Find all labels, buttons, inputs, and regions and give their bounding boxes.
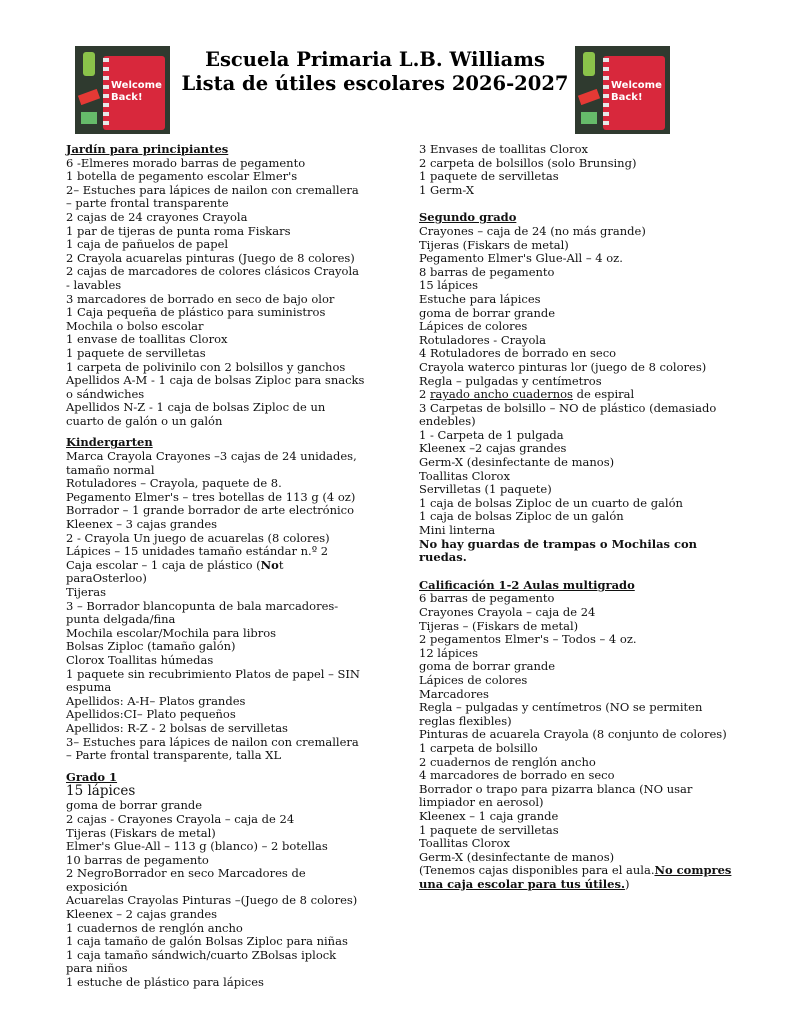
- list-item: 6 barras de pegamento: [419, 591, 555, 606]
- logo-text: Welcome Back!: [611, 80, 662, 103]
- list-note: No hay guardas de trampas o Mochilas con ruedas.: [419, 536, 698, 565]
- list-item: 10 barras de pegamento: [66, 852, 209, 867]
- list-item: Servilletas (1 paquete): [419, 482, 552, 497]
- list-item: 1 paquete de servilletas: [419, 822, 559, 837]
- eraser-icon: [78, 89, 100, 105]
- list-item: goma de borrar grande: [419, 659, 556, 674]
- list-item: Caja escolar – 1 caja de plástico (Not paraOsterloo): [66, 557, 284, 586]
- list-item: Toallitas Clorox: [419, 836, 510, 851]
- list-item: goma de borrar grande: [66, 798, 203, 813]
- list-item: Lápices de colores: [419, 319, 528, 334]
- list-item: Crayones Crayola – caja de 24: [419, 605, 596, 619]
- list-item: 2 carpeta de bolsillos (solo Brunsing): [419, 155, 637, 170]
- list-item: 1 paquete sin recubrimiento Platos de papel – SIN espuma: [66, 666, 360, 695]
- right-column: [419, 143, 739, 899]
- list-item: 4 Rotuladores de borrado en seco: [419, 346, 617, 361]
- sharpener-icon: [81, 112, 97, 124]
- list-item: Acuarelas Crayolas Pinturas –(Juego de 8 colores): [66, 893, 358, 908]
- list-item: Germ-X (desinfectante de manos): [419, 849, 615, 864]
- section-kindergarten: [66, 436, 366, 762]
- list-item: Kleenex –2 cajas grandes: [419, 441, 567, 456]
- list-item: 2 NegroBorrador en seco Marcadores de exposición: [66, 866, 306, 894]
- list-item: 2– Estuches para lápices de nailon con cremallera – parte frontal transparente: [66, 182, 359, 211]
- section-heading: Calificación 1-2 Aulas multigrado: [419, 577, 635, 592]
- list-item: Borrador o trapo para pizarra blanca (NO usar limpiador en aerosol): [419, 781, 693, 810]
- list-item: Clorox Toallitas húmedas: [66, 652, 214, 667]
- supply-list: [66, 157, 366, 429]
- list-item: Lápices de colores: [419, 672, 528, 687]
- section-segundo-grado: [419, 211, 739, 564]
- list-item: 1 caja tamaño sándwich/cuarto ZBolsas iplock para niños: [66, 947, 337, 976]
- list-item: Crayones – caja de 24 (no más grande): [419, 223, 646, 238]
- list-item: 2 cajas de marcadores de colores clásicos Crayola - lavables: [66, 264, 360, 292]
- list-item: Borrador – 1 grande borrador de arte electrónico: [66, 503, 355, 518]
- list-item: 12 lápices: [419, 645, 479, 660]
- section-continued: [419, 143, 739, 197]
- school-name: Escuela Primaria L.B. Williams: [205, 48, 545, 71]
- list-item: Tijeras – (Fiskars de metal): [419, 618, 579, 633]
- section-heading: Segundo grado: [419, 210, 517, 225]
- list-item: Estuche para lápices: [419, 291, 541, 306]
- list-item: Mochila escolar/Mochila para libros: [66, 625, 277, 640]
- list-item: 2 Crayola acuarelas pinturas (Juego de 8 colores): [66, 250, 355, 265]
- list-item: Mini linterna: [419, 523, 496, 538]
- list-item: 1 caja tamaño de galón Bolsas Ziploc para niñas: [66, 934, 348, 949]
- list-item: Toallitas Clorox: [419, 468, 510, 483]
- list-item: 1 cuadernos de renglón ancho: [66, 920, 243, 935]
- list-item: 1 paquete de servilletas: [66, 345, 206, 360]
- list-item: 3 Envases de toallitas Clorox: [419, 142, 588, 156]
- supply-list: [419, 402, 739, 538]
- list-item: 3 marcadores de borrado en seco de bajo olor: [66, 291, 335, 306]
- list-item: 2 cuadernos de renglón ancho: [419, 754, 596, 769]
- sharpener-icon: [581, 112, 597, 124]
- list-item: 15 lápices: [66, 783, 136, 800]
- list-item: Rotuladores – Crayola, paquete de 8.: [66, 476, 282, 491]
- list-item: 2 pegamentos Elmer's – Todos – 4 oz.: [419, 632, 637, 647]
- list-title: Lista de útiles escolares 2026-2027: [181, 72, 569, 95]
- supply-list: [419, 143, 739, 197]
- page-title: [180, 48, 570, 96]
- list-item: 3– Estuches para lápices de nailon con cremallera – Parte frontal transparente, talla XL: [66, 734, 359, 763]
- page-header: [0, 0, 791, 140]
- list-item: Kleenex – 2 cajas grandes: [66, 907, 218, 922]
- list-note: (Tenemos cajas disponibles para el aula.No compres una caja escolar para tus útiles.): [419, 863, 732, 891]
- list-item: goma de borrar grande: [419, 305, 556, 320]
- list-item: 6 -Elmeres morado barras de pegamento: [66, 155, 306, 170]
- list-item: Tijeras (Fiskars de metal): [66, 825, 216, 840]
- logo-text: Welcome Back!: [111, 80, 162, 103]
- list-item: 1 carpeta de bolsillo: [419, 740, 538, 755]
- section-heading: Kindergarten: [66, 435, 153, 450]
- list-item: 1 caja de pañuelos de papel: [66, 237, 229, 252]
- section-heading: Grado 1: [66, 769, 118, 784]
- list-item: Elmer's Glue-All – 113 g (blanco) – 2 botellas: [66, 839, 328, 854]
- list-item: Regla – pulgadas y centímetros (NO se permiten reglas flexibles): [419, 700, 703, 728]
- list-item: 15 lápices: [419, 278, 479, 293]
- list-item: 3 – Borrador blancopunta de bala marcadores- punta delgada/fina: [66, 598, 339, 627]
- list-item: 2 rayado ancho cuadernos de espiral: [419, 387, 635, 402]
- glue-icon: [83, 52, 95, 76]
- section-grado-1: [66, 771, 366, 990]
- list-item: Kleenex – 1 caja grande: [419, 808, 559, 823]
- list-item: Marca Crayola Crayones –3 cajas de 24 unidades, tamaño normal: [66, 449, 357, 477]
- list-item: Apellidos N-Z - 1 caja de bolsas Ziploc de un cuarto de galón o un galón: [66, 400, 326, 428]
- list-item: Pegamento Elmer's Glue-All – 4 oz.: [419, 251, 623, 266]
- section-heading: Jardín para principiantes: [66, 142, 229, 156]
- glue-icon: [583, 52, 595, 76]
- list-item: 1 botella de pegamento escolar Elmer's: [66, 169, 298, 184]
- list-item: Kleenex – 3 cajas grandes: [66, 517, 218, 532]
- list-item: 1 caja de bolsas Ziploc de un galón: [419, 509, 624, 524]
- list-item: Tijeras: [66, 585, 106, 599]
- list-item: Marcadores: [419, 686, 489, 701]
- list-item: Lápices – 15 unidades tamaño estándar n.º 2: [66, 544, 329, 559]
- section-jardin: [66, 143, 366, 428]
- list-item: Tijeras (Fiskars de metal): [419, 237, 569, 252]
- list-item: 1 Caja pequeña de plástico para suministros: [66, 305, 326, 320]
- list-item: 1 Germ-X: [419, 182, 475, 197]
- list-item: 2 - Crayola Un juego de acuarelas (8 colores): [66, 530, 330, 545]
- list-item: Apellidos: R-Z - 2 bolsas de servilletas: [66, 720, 288, 735]
- section-multigrado: [419, 579, 739, 892]
- list-item: Rotuladores - Crayola: [419, 332, 546, 347]
- supply-list: [419, 592, 739, 864]
- list-item: Germ-X (desinfectante de manos): [419, 455, 615, 470]
- list-item: 1 paquete de servilletas: [419, 169, 559, 184]
- welcome-back-logo: [575, 46, 670, 134]
- left-column: [66, 143, 366, 998]
- list-item: Apellidos:CI– Plato pequeños: [66, 707, 236, 722]
- list-item: Pegamento Elmer's – tres botellas de 113 g (4 oz): [66, 489, 356, 504]
- list-item: Regla – pulgadas y centímetros: [419, 373, 602, 388]
- list-item: 3 Carpetas de bolsillo – NO de plástico (demasiado endebles): [419, 400, 717, 429]
- list-item: Apellidos A-M - 1 caja de bolsas Ziploc para snacks o sándwiches: [66, 373, 365, 401]
- list-item: 1 estuche de plástico para lápices: [66, 975, 264, 990]
- list-item: Apellidos: A-H– Platos grandes: [66, 693, 246, 708]
- list-item: 8 barras de pegamento: [419, 264, 555, 279]
- supply-list: [66, 799, 366, 989]
- supply-list: [419, 225, 739, 388]
- list-item: 4 marcadores de borrado en seco: [419, 768, 615, 783]
- list-item: 1 carpeta de polivinilo con 2 bolsillos y ganchos: [66, 359, 346, 374]
- list-item: 2 cajas - Crayones Crayola – caja de 24: [66, 811, 295, 826]
- welcome-back-logo: [75, 46, 170, 134]
- list-item: 1 envase de toallitas Clorox: [66, 332, 228, 347]
- list-item: Bolsas Ziploc (tamaño galón): [66, 639, 236, 654]
- list-item: Crayola waterco pinturas lor (juego de 8 colores): [419, 359, 707, 374]
- list-item: 1 - Carpeta de 1 pulgada: [419, 427, 564, 442]
- list-item: 2 cajas de 24 crayones Crayola: [66, 209, 248, 224]
- list-item: Mochila o bolso escolar: [66, 318, 204, 333]
- eraser-icon: [578, 89, 600, 105]
- list-item: Pinturas de acuarela Crayola (8 conjunto de colores): [419, 727, 727, 742]
- list-item: 1 caja de bolsas Ziploc de un cuarto de galón: [419, 495, 683, 510]
- list-item: 1 par de tijeras de punta roma Fiskars: [66, 223, 291, 238]
